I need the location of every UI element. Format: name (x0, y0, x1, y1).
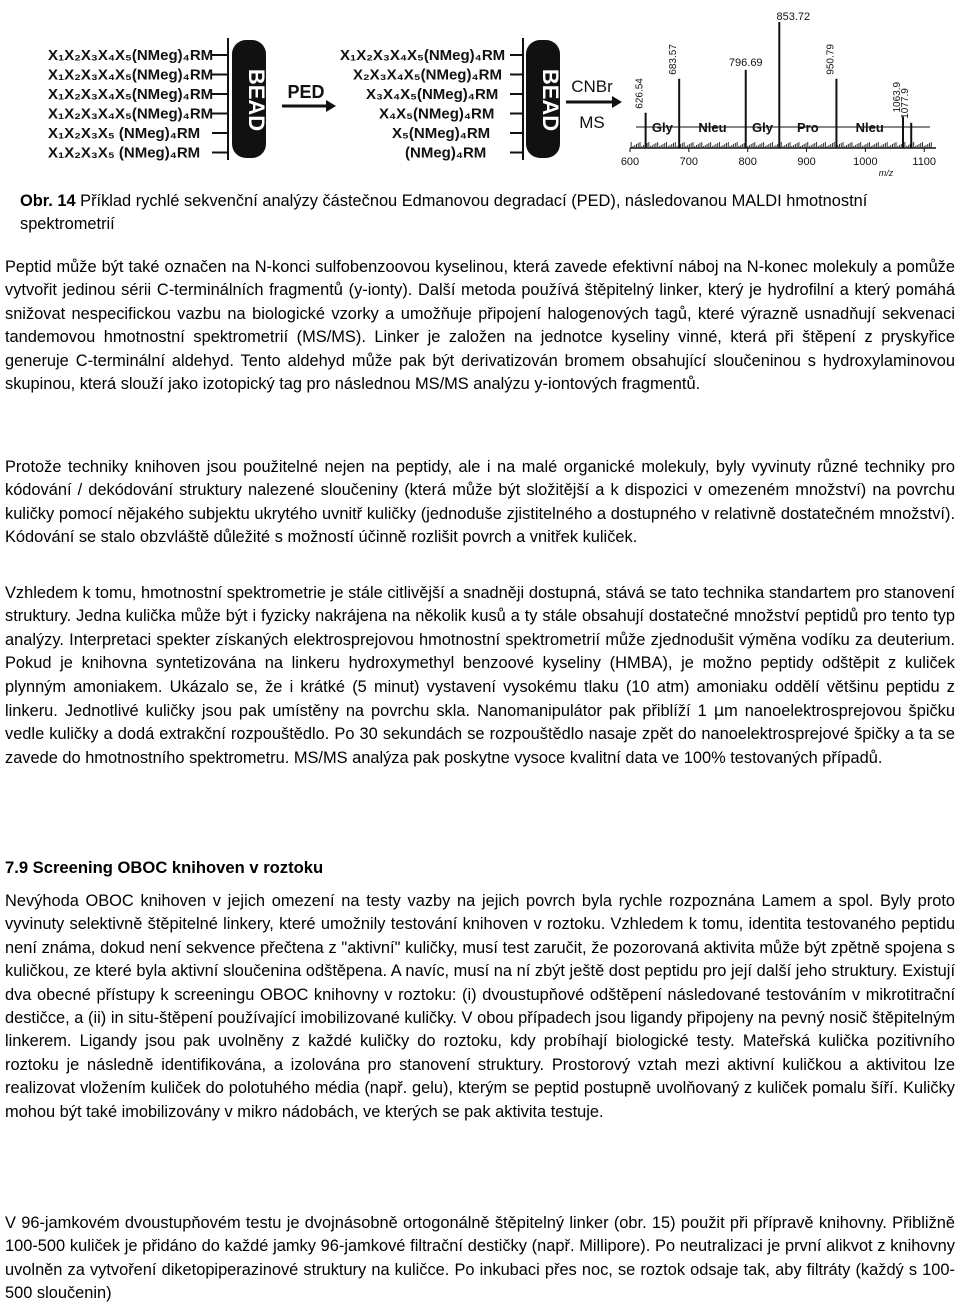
paragraph-2: Protože techniky knihoven jsou použitelné nejen na peptidy, ale i na malé organické molekuly, byly vyvinuty různé techniky pro kódování / dekódování struktury nalezené sloučeniny (která může být složitější a k dispozici v omezeném množství) na povrchu kuličky pomocí nějakého subjektu ukrytého uvnitř kuličky (jednoduše zjistitelného a dostupného v relativně dostatečném množství). Kódování se stalo obzvláště důležité s možností účinně rozlišit povrch a vnitřek kuliček. (5, 458, 955, 547)
right-sequence: X₄X₅(NMeg)₄RM (379, 105, 495, 123)
left-sequence: X₁X₂X₃X₄X₅(NMeg)₄RM (48, 66, 214, 84)
left-bead-label: BEAD (244, 68, 269, 132)
paragraph-3 (5, 582, 955, 770)
right-sequence: X₃X₄X₅(NMeg)₄RM (366, 86, 499, 103)
right-sequence: (NMeg)₄RM (405, 144, 487, 162)
x-tick-label: 1000 (853, 156, 878, 168)
micro-symbol: μ (713, 701, 725, 721)
left-sequence: X₁X₂X₃X₅ (NMeg)₄RM (48, 144, 201, 162)
x-tick-label: 800 (738, 156, 757, 168)
peak-label: 853.72 (776, 11, 811, 23)
section-heading: 7.9 Screening OBOC knihoven v roztoku (5, 858, 324, 877)
residue-label: Nleu (855, 120, 884, 135)
paragraph-1: Peptid může být také označen na N-konci sulfobenzoovou kyselinou, která zavede efektivní náboj na N-konec molekuly a pomůže vytvořit jedinou sérii C-terminálních fragmentů (y-ionty). Další metoda používá štěpitelný linker, který je hydrofilní a který pomáhá snižovat nespecifickou vazbu na biologické vzorky a umožňuje připojení halogenových tagů, které výrazně usnadňují sekvenaci tandemovou hmotnostní spektrometrií (MS/MS). Linker je založen na jednotce kyseliny vinné, která při štěpení z pryskyřice generuje C-terminální aldehyd. Tento aldehyd může pak být derivatizován bromem obsahující sloučeninou s hydroxylaminovou skupinou, která slouží jako izotopický tag pro následnou MS/MS analýzu y-iontových fragmentů. (5, 258, 955, 394)
figure-ped-maldi (0, 0, 960, 180)
cnbr-arrow-head (612, 96, 622, 108)
paragraph-3-part-b: m nanoelektrosprejovou špičku vedle kuličky a dodá extrakční rozpouštědlo. Po 30 sekundách se rozpouštědlo nasaje zpět do nanoelektrosprejové špičky a ta se zavede do hmotnostního spektrometru. MS/MS analýza pak poskytne vysoce kvalitní data ve 100% testovaných případů. (5, 702, 955, 767)
left-sequence: X₁X₂X₃X₅ (NMeg)₄RM (48, 125, 201, 142)
left-sequence: X₁X₂X₃X₄X₅(NMeg)₄RM (48, 86, 214, 103)
ped-label: PED (287, 82, 325, 102)
residue-label: Pro (797, 120, 819, 135)
paragraph-5: V 96-jamkovém dvoustupňovém testu je dvojnásobně ortogonálně štěpitelný linker (obr. 15) použit při přípravě knihovny. Přibližně 100-500 kuliček je přidáno do každé jamky 96-jamkové filtrační destičky (např. Millipore). Po neutralizaci je první alikvot z knihovny uvolněn za vytvoření diketopiperazinové struktury na kuličce. Po inkubaci přes noc, se roztok odsaje tak, aby filtráty (každý s 100-500 sloučenin) (5, 1214, 955, 1303)
peak-label: 683.57 (668, 44, 680, 75)
x-tick-label: 600 (620, 156, 640, 168)
x-axis-label: m/z (878, 168, 894, 178)
x-tick-label: 700 (679, 156, 699, 168)
peak-label: 1077.9 (900, 88, 912, 119)
cnbr-label: CNBr (571, 77, 613, 96)
right-sequence: X₂X₃X₄X₅(NMeg)₄RM (353, 66, 502, 84)
ms-spectrum (621, 11, 936, 178)
left-sequence: X₁X₂X₃X₄X₅(NMeg)₄RM (48, 47, 214, 64)
x-tick-label: 1100 (912, 156, 937, 168)
left-sequences (48, 47, 228, 162)
x-tick-label: 900 (797, 156, 816, 168)
right-sequences (340, 47, 523, 162)
right-bead-label: BEAD (538, 68, 563, 132)
figure-svg (0, 0, 960, 180)
peak-label: 796.69 (728, 56, 763, 69)
residue-label: Gly (752, 120, 774, 135)
peak-label: 1063.9 (891, 81, 903, 113)
paragraph-3-part-a: Vzhledem k tomu, hmotnostní spektrometrie je stále citlivější a snadněji dostupná, stává se tato technika standartem pro stanovení struktury. Jedna kulička může být i fyzicky nakrájena na několik kusů a ty stále obsahují dostatečné množství peptidů pro tento typ analýzy. Interpretaci spekter získaných elektrosprejovou hmotnostní spektrometrií může zjednodušit výměna vodíku za deuterium. Pokud je knihovna syntetizována na linkeru hydroxymethyl benzoové kyseliny (HMBA), je možno peptidy odštěpit z kuliček plynným amoniakem. Ukázalo se, že i krátké (5 minut) vystavení vysokému tlaku (10 atm) amoniaku oddělí většinu peptidu z linkeru. Jednotlivé kuličky jsou pak umístěny na povrchu skla. Nanomanipulátor pak přiblíží 1 (5, 584, 955, 721)
residue-label: Nleu (698, 120, 727, 135)
right-sequence: X₅(NMeg)₄RM (392, 125, 491, 142)
ms-label: MS (579, 113, 605, 132)
caption-label: Obr. 14 (20, 192, 76, 210)
ped-arrow-head (326, 100, 336, 112)
right-sequence: X₁X₂X₃X₄X₅(NMeg)₄RM (340, 47, 506, 64)
residue-label: Gly (651, 120, 673, 135)
figure-caption (20, 190, 955, 237)
peak-label: 950.79 (825, 44, 837, 75)
left-sequence: X₁X₂X₃X₄X₅(NMeg)₄RM (48, 105, 214, 123)
caption-text: Příklad rychlé sekvenční analýzy částečnou Edmanovou degradací (PED), následovanou MALDI hmotnostní spektrometrií (20, 192, 868, 234)
peak-label: 626.54 (634, 78, 646, 109)
paragraph-4: Nevýhoda OBOC knihoven v jejich omezení na testy vazby na jejich povrch byla rychle rozpoznána Lamem a spol. Byly proto vyvinuty selektivně štěpitelné linkery, které umožnily testování knihoven v roztoku. Vzhledem k tomu, identita testovaného peptidu není známa, dokud není sekvence přečtena z "aktivní" kuličky, musí test zaručit, že pozorovaná aktivita může být zpětně spojena s kuličkou, ze které byla aktivní sloučenina odštěpena. A navíc, musí na ní zbýt ještě dost peptidu pro její další jeho struktury. Existují dva obecné přístupy k screeningu OBOC knihovny v roztoku: (i) dvoustupňové odštěpení následované testováním v mikrotitrační destičce, a (ii) in situ-štěpení používající imobilizované kuličky. V obou případech jsou ligandy připojeny na pevný nosič štěpitelným linkerem. Ligandy jsou pak uvolněny z každé kuličky do roztoku, kdy probíhají biologické testy. Mateřská kulička pozitivního roztoku je následně identifikována, a izolována pro stanovení struktury. Prostorový vztah mezi aktivní kuličkou a aktivitou lze realizovat vložením kuliček do polotuhého média (např. gelu), kterým se peptid postupně uvolňovaný z kuliček pomalu šíří. Kuličky mohou být také imobilizovány v mikro nádobách, ve kterých se pak aktivita testuje. (5, 892, 955, 1121)
